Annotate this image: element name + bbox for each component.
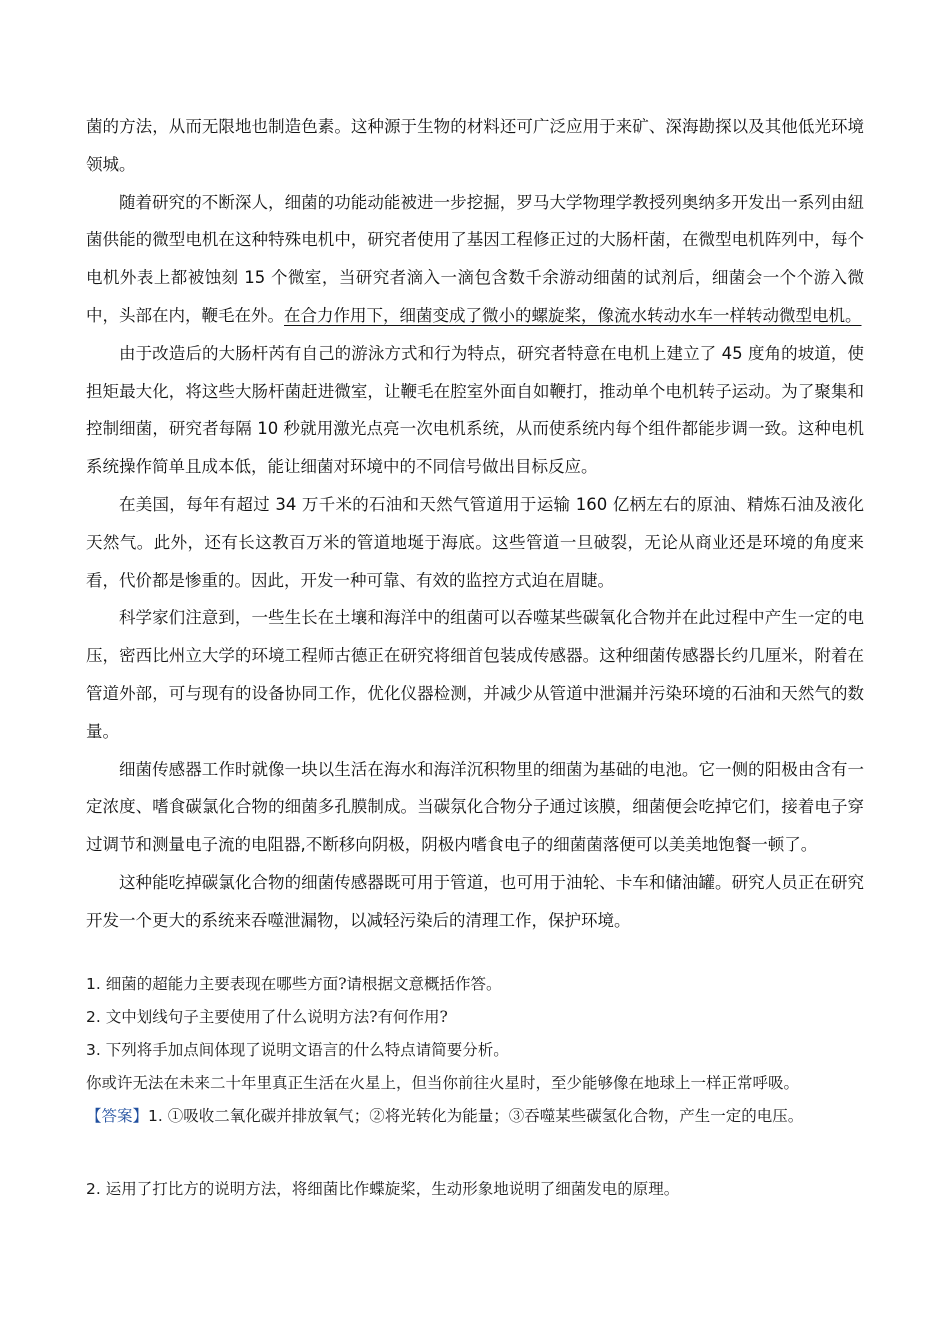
question-2 <box>86 1001 886 1034</box>
answer-2-number: 2. <box>86 1180 101 1198</box>
questions-and-answers <box>86 968 886 1206</box>
spacer <box>86 1133 886 1173</box>
answer-2 <box>86 1173 886 1206</box>
question-3 <box>86 1034 886 1067</box>
question-1-number: 1. <box>86 975 101 993</box>
paragraph-1 <box>86 184 864 335</box>
answer-1 <box>86 1100 886 1133</box>
paragraph-0: 菌的方法，从而无限地也制造色素。这种源于生物的材料还可广泛应用于来矿、深海勘探以及其他低光环境领城。 <box>86 117 864 174</box>
question-1-text: 细菌的超能力主要表现在哪些方面?请根据文意概括作答。 <box>100 975 502 993</box>
underlined-sentence: 在合力作用下，细菌变成了微小的螺旋桨，像流水转动水车一样转动微型电机。 <box>284 305 862 325</box>
answer-1-number: 1. <box>148 1107 163 1125</box>
paragraph-4: 科学家们注意到，一些生长在土壤和海洋中的组菌可以吞噬某些碳氧化合物并在此过程中产生一定的电压，密西比州立大学的环境工程师古德正在研究将细首包装成传感器。这种细菌传感器长约几厘米，附着在管道外部，可与现有的设备协同工作，优化仪器检测，并减少从管道中泄漏并污染环境的石油和天然气的数量。 <box>86 608 864 741</box>
question-2-text: 文中划线句子主要使用了什么说明方法?有何作用? <box>100 1008 448 1026</box>
question-3-text: 下列将手加点间体现了说明文语言的什么特点请简要分析。 <box>100 1041 509 1059</box>
paragraph-6: 这种能吃掉碳氯化合物的细菌传感器既可用于管道，也可用于油轮、卡车和储油罐。研究人员正在研究开发一个更大的系统来吞噬泄漏物，以减轻污染后的清理工作，保护环境。 <box>86 872 864 930</box>
question-2-number: 2. <box>86 1008 101 1026</box>
answer-2-text: 运用了打比方的说明方法，将细菌比作蝶旋桨，生动形象地说明了细菌发电的原理。 <box>100 1180 680 1198</box>
article-body <box>86 108 864 940</box>
answer-tag: 【答案】 <box>86 1107 149 1125</box>
paragraph-1-text: 随着研究的不断深人，细菌的功能动能被进一步挖掘，罗马大学物理学教授列奥纳多开发出一系列由紐菌供能的微型电机在这种特殊电机中，研究者使用了基因工程修正过的大肠杆菌，在微型电机阵列中，每个电机外表上都被蚀刻 15 个微室，当研究者滴入一滴包含数千余游动细菌的试剂后，细菌会一个个游入微中，头部在内，鞭毛在外。 <box>86 192 864 325</box>
question-1 <box>86 968 886 1001</box>
paragraph-3: 在美国，每年有超过 34 万千米的石油和天然气管道用于运输 160 亿柄左右的原油、精炼石油及液化天然气。此外，还有长这教百万米的管道地埏于海底。这些管道一旦破裂，无论从商业还是环境的角度来看，代价都是惨重的。因此，开发一种可靠、有效的监控方式迫在眉睫。 <box>86 494 864 590</box>
paragraph-2: 由于改造后的大肠杆芮有自己的游泳方式和行为特点，研究者特意在电机上建立了 45 度角的坡道，使担矩最大化，将这些大肠杆菌赶进微室，让鞭毛在腔室外面自如鞭打，推动单个电机转子运动。为了聚集和控制细菌，研究者每隔 10 秒就用激光点亮一次电机系统，从而使系统内每个组件都能步调一致。这种电机系统操作简单且成本低，能让细菌对环境中的不同信号做出目标反应。 <box>86 343 864 477</box>
question-3-sentence: 你或许无法在未来二十年里真正生活在火星上，但当你前往火星时，至少能够像在地球上一样正常呼吸。 <box>86 1074 800 1092</box>
paragraph-5: 细菌传感器工作时就像一块以生活在海水和海洋沉积物里的细菌为基础的电池。它一侧的阳极由含有一定浓度、嗜食碳氯化合物的细菌多孔膜制成。当碳氛化合物分子通过该膜，细菌便会吃掉它们，接着电子穿过调节和测量电子流的电阻器,不断移向阴极，阴极内嗜食电子的细菌菌落便可以美美地饱餐一顿了。 <box>86 759 864 855</box>
answer-1-text: ①吸收二氧化碳并排放氧气；②将光转化为能量；③吞噬某些碳氢化合物，产生一定的电压。 <box>162 1107 804 1125</box>
question-3-number: 3. <box>86 1041 101 1059</box>
